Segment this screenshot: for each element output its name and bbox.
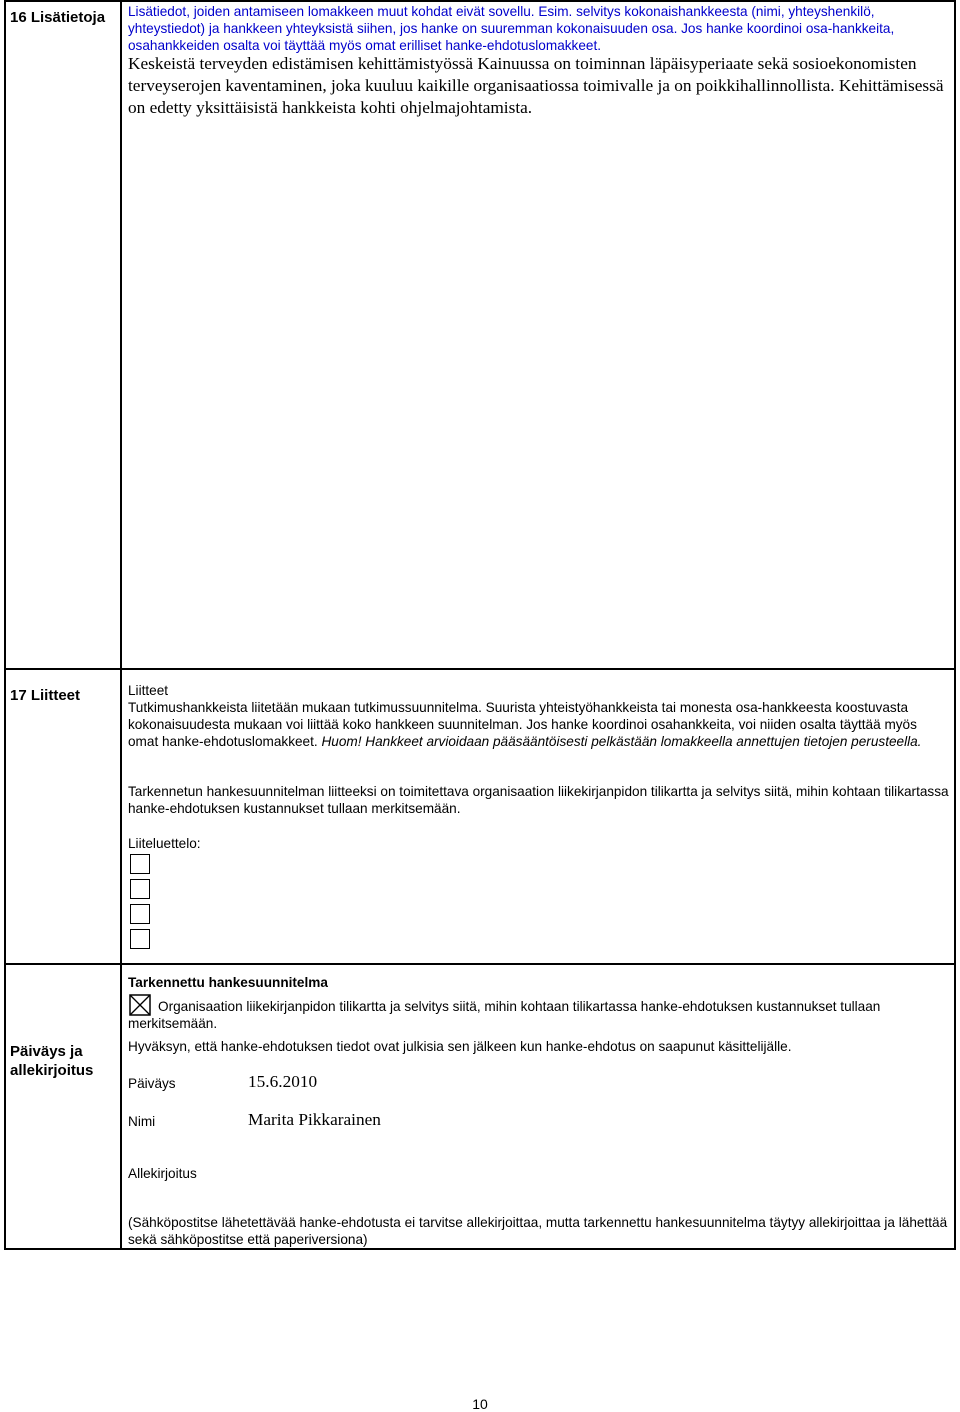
section-17-heading: Liitteet [128, 683, 169, 698]
row-divider-signature [4, 963, 956, 965]
signature-note: (Sähköpostitse lähetettävää hanke-ehdotusta ei tarvitse allekirjoittaa, mutta tarkennettu hankesuunnitelma täytyy allekirjoittaa ja lähettää sekä sähköpostitse että paperiversiona) [128, 1215, 948, 1247]
signature-label: Allekirjoitus [128, 1166, 197, 1181]
page-number: 10 [472, 1396, 488, 1412]
section-16-instructions: Lisätiedot, joiden antamiseen lomakkeen muut kohdat eivät sovellu. Esim. selvitys kokonaishankkeesta (nimi, yhteyshenkilö, yhteystiedot) ja hankkeen yhteyksistä siihen, jos hanke on suuremman kokonaisuuden osa. Jos hanke koordinoi osa-hankkeita, osahankkeiden osalta voi täyttää myös omat erilliset hanke-ehdotuslomakkeet. [128, 4, 895, 53]
row-divider-17 [4, 668, 956, 670]
signature-section-label: Päiväys ja allekirjoitus [10, 1043, 94, 1079]
publicity-consent: Hyväksyn, että hanke-ehdotuksen tiedot ovat julkisia sen jälkeen kun hanke-ehdotus on saapunut käsittelijälle. [128, 1039, 792, 1054]
attachment-checkbox-3[interactable] [130, 904, 150, 924]
chart-of-accounts-text: Organisaation liikekirjanpidon tilikartta ja selvitys siitä, mihin kohtaan tilikartassa hanke-ehdotuksen kustannukset tullaan merkitsemään. [128, 999, 881, 1031]
name-label: Nimi [128, 1114, 156, 1129]
date-value[interactable]: 15.6.2010 [248, 1072, 318, 1091]
section-16-answer: Keskeistä terveyden edistämisen kehittämistyössä Kainuussa on toiminnan läpäisyperiaate sekä sosioekonomisten terveyserojen kaventaminen, joka kuuluu kaikille organisaatiossa toimivalle ja on poikkihallinnollista. Kehittämisessä on edetty yksittäisistä hankkeista kohti ohjelmajohtamista. [128, 54, 944, 117]
section-16-label: 16 Lisätietoja [10, 9, 106, 26]
date-label: Päiväys [128, 1076, 176, 1091]
section-17-label: 17 Liitteet [10, 687, 81, 704]
attachment-checkbox-4[interactable] [130, 929, 150, 949]
attachment-checkbox-2[interactable] [130, 879, 150, 899]
plan-heading: Tarkennettu hankesuunnitelma [128, 975, 328, 990]
column-divider [120, 0, 122, 1250]
section-17-paragraph-1 [128, 699, 950, 750]
attachment-checkbox-1[interactable] [130, 854, 150, 874]
form-table [4, 0, 956, 1250]
attachments-instructions: Tutkimushankkeista liitetään mukaan tutkimussuunnitelma. Suurista yhteistyöhankkeista tai monesta osa-hankkeesta koostuvasta kokonaisuudesta mukaan voi liittää koko hankkeen suunnitelman. Jos hanke koordinoi osahankkeita, voi niiden osalta täyttää myös omat hanke-ehdotuslomakkeet. [128, 700, 917, 749]
attachment-list-label: Liiteluettelo: [128, 836, 201, 851]
name-value[interactable]: Marita Pikkarainen [248, 1110, 381, 1129]
section-17-paragraph-2: Tarkennetun hankesuunnitelman liitteeksi on toimitettava organisaation liikekirjanpidon tilikartta ja selvitys siitä, mihin kohtaan tilikartassa hanke-ehdotuksen kustannukset tullaan merkitsemään. [128, 784, 949, 816]
attachments-notice: Huom! Hankkeet arvioidaan pääsääntöisesti pelkästään lomakkeella annettujen tietojen perusteella. [321, 734, 922, 749]
